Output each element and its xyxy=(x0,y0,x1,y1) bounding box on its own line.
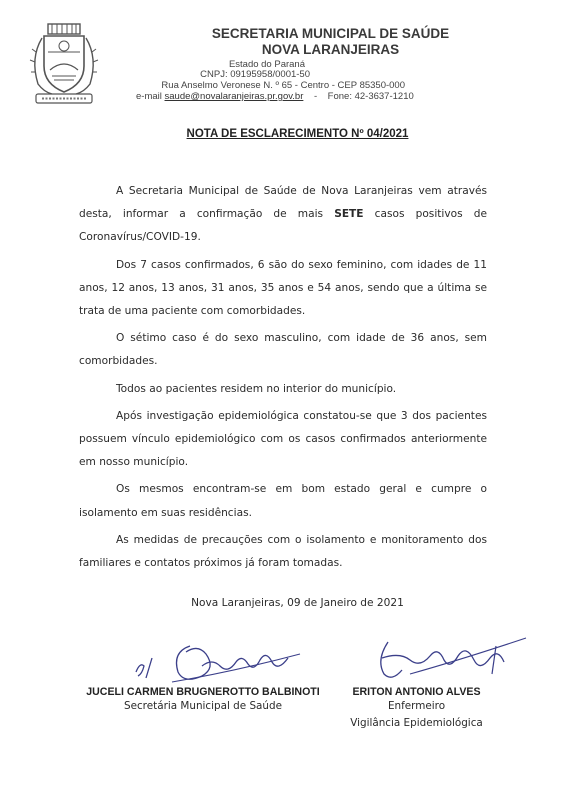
signer-role: Enfermeiro xyxy=(387,700,446,712)
municipality-name: NOVA LARANJEIRAS xyxy=(261,42,400,57)
cnpj: CNPJ: 09195958/0001-50 xyxy=(200,69,310,80)
email-label: e-mail xyxy=(136,91,162,102)
bold-count: SETE xyxy=(334,208,364,221)
handwritten-signature-icon xyxy=(132,632,302,688)
org-name: SECRETARIA MUNICIPAL DE SAÚDE xyxy=(211,26,450,41)
signer-name: JUCELI CARMEN BRUGNEROTTO BALBINOTI xyxy=(86,686,320,698)
paragraph-1: A Secretaria Municipal de Saúde de Nova Laranjeiras vem através desta, informar a confirmação de mais SETE casos positivos de Coronavírus/COVID-19. xyxy=(79,185,488,244)
paragraph-5: Após investigação epidemiológica constatou-se que 3 dos pacientes possuem vínculo epidemiológico com os casos confirmados anteriormente em nosso município. xyxy=(79,409,487,469)
signer-nurse xyxy=(344,686,489,732)
paragraph-2: Dos 7 casos confirmados, 6 são do sexo feminino, com idades de 11 anos, 12 anos, 13 anos, 31 anos, 35 anos e 54 anos, sendo que a última se trata de uma paciente com comorbidades. xyxy=(79,258,487,318)
paragraph-7: As medidas de precauções com o isolamento e monitoramento dos familiares e contatos próximos já foram tomadas. xyxy=(79,533,487,570)
signer-department: Vigilância Epidemiológica xyxy=(350,717,483,729)
paragraph-4: Todos ao pacientes residem no interior do município. xyxy=(116,382,397,395)
email-link[interactable]: saude@novalaranjeiras.pr.gov.br xyxy=(164,91,304,102)
document-body xyxy=(79,180,487,579)
separator: - xyxy=(313,91,318,102)
state-name: Estado do Paraná xyxy=(228,59,305,70)
signer-name: ERITON ANTONIO ALVES xyxy=(352,686,481,698)
contact-line xyxy=(136,91,414,102)
date-line: Nova Laranjeiras, 09 de Janeiro de 2021 xyxy=(191,597,404,609)
handwritten-signature-icon xyxy=(370,630,530,684)
phone: Fone: 42-3637-1210 xyxy=(327,91,414,102)
paragraph-6: Os mesmos encontram-se em bom estado geral e cumpre o isolamento em suas residências. xyxy=(79,483,487,519)
paragraph-3: O sétimo caso é do sexo masculino, com idade de 36 anos, sem comorbidades. xyxy=(79,332,487,368)
signer-role: Secretária Municipal de Saúde xyxy=(123,700,282,712)
address: Rua Anselmo Veronese N. º 65 - Centro - CEP 85350-000 xyxy=(161,80,405,91)
signer-secretary xyxy=(83,686,323,715)
document-title: NOTA DE ESCLARECIMENTO Nº 04/2021 xyxy=(186,128,409,140)
